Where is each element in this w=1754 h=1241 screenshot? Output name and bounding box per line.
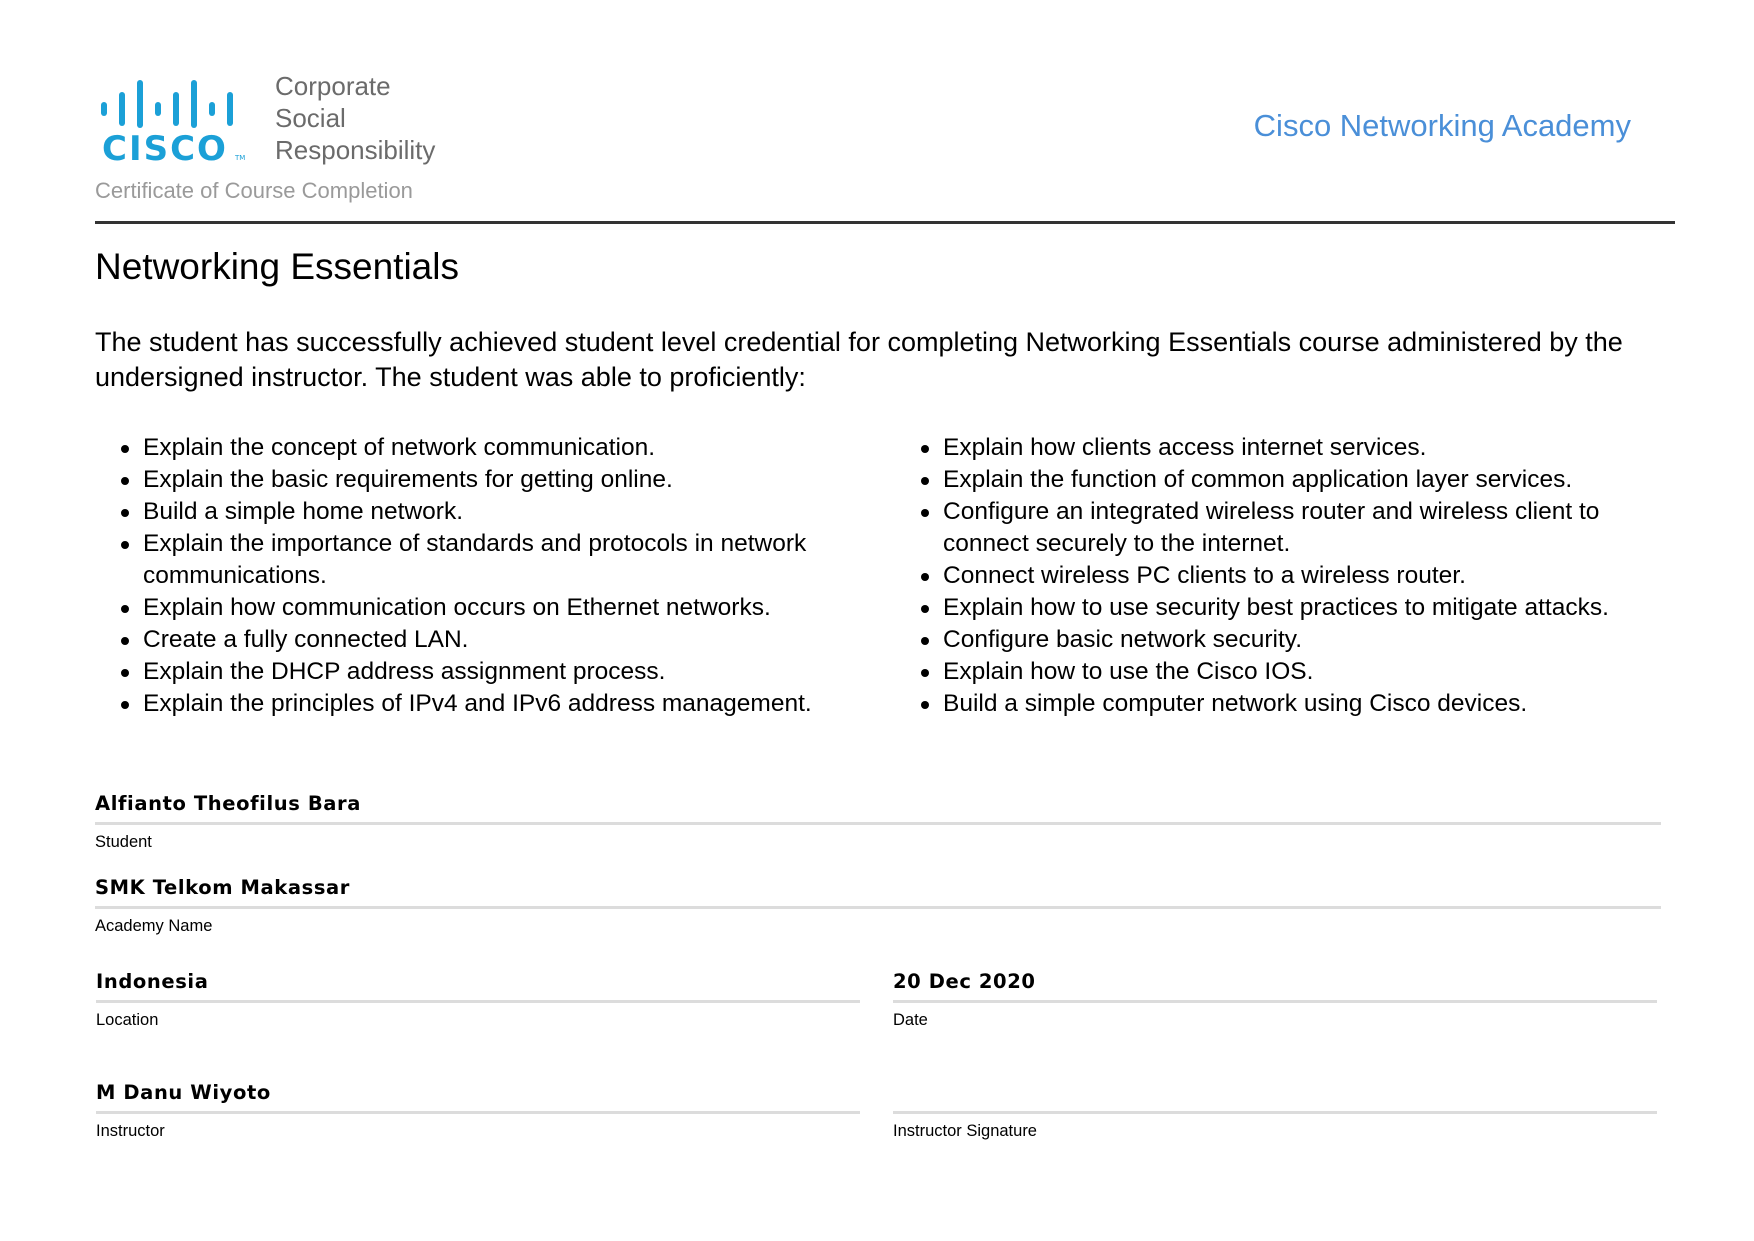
- csr-tagline: [275, 70, 435, 166]
- field-underline: [893, 1111, 1657, 1114]
- skills-list-left: [118, 432, 848, 720]
- date-field: [893, 970, 1657, 1030]
- academy-label: Academy Name: [95, 917, 213, 935]
- academy-title: Cisco Networking Academy: [1253, 108, 1631, 143]
- list-item: Explain the principles of IPv4 and IPv6 address management.: [118, 688, 848, 720]
- list-item: Explain the importance of standards and protocols in network communications.: [118, 528, 848, 592]
- field-underline: [893, 1000, 1657, 1003]
- svg-text:TM: TM: [235, 154, 246, 162]
- list-item: Build a simple home network.: [118, 496, 848, 528]
- instructor-field: [96, 1081, 860, 1141]
- signature-label: Instructor Signature: [893, 1122, 1037, 1140]
- list-item: Explain how to use security best practices to mitigate attacks.: [918, 592, 1658, 624]
- academy-name: SMK Telkom Makassar: [95, 876, 350, 899]
- list-item: Explain the DHCP address assignment process.: [118, 656, 848, 688]
- svg-text:CISCO: CISCO: [102, 129, 228, 162]
- field-underline: [96, 1000, 860, 1003]
- list-item: Configure basic network security.: [918, 624, 1658, 656]
- academy-field: [95, 876, 1661, 936]
- certificate-type: Certificate of Course Completion: [95, 178, 413, 203]
- list-item: Configure an integrated wireless router and wireless client to connect securely to the internet.: [918, 496, 1658, 560]
- student-label: Student: [95, 833, 152, 851]
- csr-line: Social: [275, 103, 346, 133]
- course-intro: The student has successfully achieved student level credential for completing Networking Essentials course administered by the undersigned instructor. The student was able to proficiently:: [95, 327, 1623, 392]
- instructor-name: M Danu Wiyoto: [96, 1081, 271, 1104]
- location-label: Location: [96, 1011, 159, 1029]
- list-item: Build a simple computer network using Cisco devices.: [918, 688, 1658, 720]
- student-name: Alfianto Theofilus Bara: [95, 792, 362, 815]
- cisco-logo: [101, 80, 251, 160]
- course-title: Networking Essentials: [95, 246, 459, 287]
- list-item: Explain how to use the Cisco IOS.: [918, 656, 1658, 688]
- list-item: Explain the basic requirements for getting online.: [118, 464, 848, 496]
- skills-list-right: [918, 432, 1658, 720]
- location-value: Indonesia: [96, 970, 209, 993]
- list-item: Connect wireless PC clients to a wireless router.: [918, 560, 1658, 592]
- field-underline: [96, 1111, 860, 1114]
- field-underline: [95, 822, 1661, 825]
- csr-line: Corporate: [275, 71, 391, 101]
- student-field: [95, 792, 1661, 852]
- date-label: Date: [893, 1011, 928, 1029]
- location-field: [96, 970, 860, 1030]
- instructor-label: Instructor: [96, 1122, 165, 1140]
- header-divider: [95, 221, 1675, 224]
- list-item: Explain how clients access internet services.: [918, 432, 1658, 464]
- signature-field: [893, 1081, 1657, 1141]
- csr-line: Responsibility: [275, 135, 436, 165]
- field-underline: [95, 906, 1661, 909]
- list-item: Create a fully connected LAN.: [118, 624, 848, 656]
- list-item: Explain the function of common application layer services.: [918, 464, 1658, 496]
- list-item: Explain how communication occurs on Ethernet networks.: [118, 592, 848, 624]
- list-item: Explain the concept of network communication.: [118, 432, 848, 464]
- date-value: 20 Dec 2020: [893, 970, 1036, 993]
- instructor-signature: [893, 1081, 1657, 1109]
- certificate-header: [95, 70, 1675, 210]
